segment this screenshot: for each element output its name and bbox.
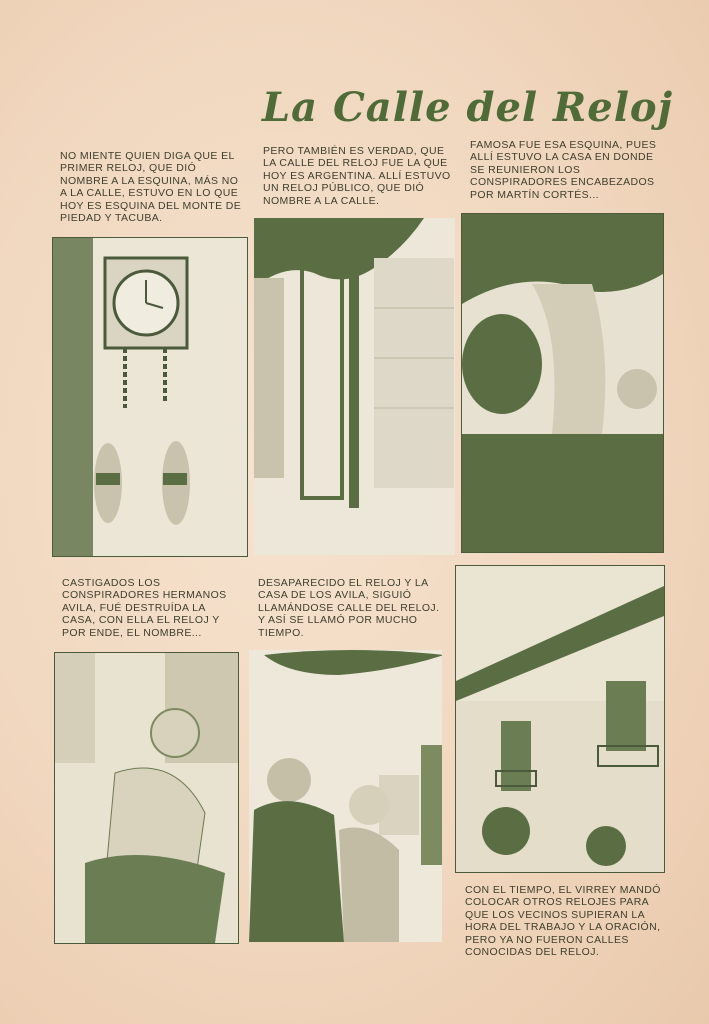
panel-4-destruction bbox=[54, 652, 239, 944]
panel-5-couple bbox=[249, 650, 442, 942]
page-title: La Calle del Reloj bbox=[262, 84, 674, 131]
caption-panel-4: CASTIGADOS LOS CONSPIRADORES HERMANOS AVILA, FUÉ DESTRUÍDA LA CASA, CON ELLA EL RELOJ Y POR ENDE, EL NOMBRE... bbox=[62, 577, 227, 639]
panel-3-conspirators bbox=[461, 213, 664, 553]
caption-panel-3: FAMOSA FUE ESA ESQUINA, PUES ALLÍ ESTUVO LA CASA EN DONDE SE REUNIERON LOS CONSPIRADORES ENCABEZADOS POR MARTÍN CORTÉS... bbox=[470, 139, 657, 201]
caption-panel-6: CON EL TIEMPO, EL VIRREY MANDÓ COLOCAR OTROS RELOJES PARA QUE LOS VECINOS SUPIERAN LA HORA DEL TRABAJO Y LA ORACIÓN, PERO YA NO FUERON CALLES CONOCIDAS DEL RELOJ. bbox=[465, 884, 661, 959]
caption-panel-2: PERO TAMBIÉN ES VERDAD, QUE LA CALLE DEL RELOJ FUE LA QUE HOY ES ARGENTINA. ALLÍ ESTUVO UN RELOJ PÚBLICO, QUE DIÓ NOMBRE A LA CALLE. bbox=[263, 145, 451, 207]
panel-6-building bbox=[455, 565, 665, 873]
caption-panel-1: NO MIENTE QUIEN DIGA QUE EL PRIMER RELOJ, QUE DIÓ NOMBRE A LA ESQUINA, MÁS NO A LA CALLE, ESTUVO EN LO QUE HOY ES ESQUINA DEL MONTE DE PIEDAD Y TACUBA. bbox=[60, 150, 242, 225]
panel-1-clock bbox=[52, 237, 248, 557]
caption-panel-5: DESAPARECIDO EL RELOJ Y LA CASA DE LOS AVILA, SIGUIÓ LLAMÁNDOSE CALLE DEL RELOJ. Y ASÍ SE LLAMÓ POR MUCHO TIEMPO. bbox=[258, 577, 440, 639]
panel-2-street bbox=[254, 218, 455, 555]
